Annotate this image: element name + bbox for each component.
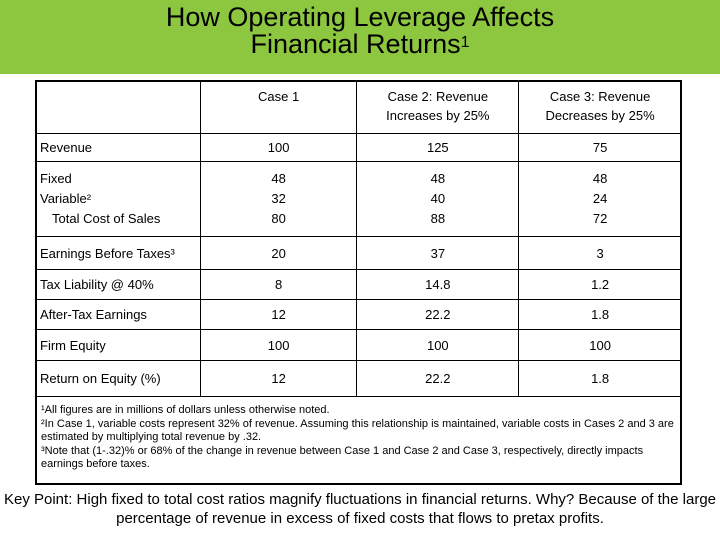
cell-equity-case-2: 100	[357, 330, 519, 361]
title-footnote-marker: 1	[460, 34, 470, 51]
cell-roe-case-2: 22.2	[357, 361, 519, 397]
cell-variable-case-2: 40	[430, 191, 446, 206]
slide-title	[0, 4, 720, 58]
cell-tax-case-2: 14.8	[357, 270, 519, 300]
cell-costs-case-2	[357, 162, 519, 237]
row-label-costs	[36, 162, 201, 237]
header-case-2-line-2: Increases by 25%	[386, 108, 490, 123]
table-row	[36, 270, 682, 300]
table-row	[36, 134, 682, 162]
header-row	[36, 81, 682, 134]
table-row	[36, 330, 682, 361]
cell-ebt-case-3: 3	[519, 237, 682, 270]
cell-fixed-case-3: 48	[592, 171, 608, 186]
cell-equity-case-1: 100	[200, 330, 357, 361]
cell-costs-case-1	[200, 162, 357, 237]
table-row	[36, 300, 682, 330]
cell-after-tax-case-2: 22.2	[357, 300, 519, 330]
label-fixed: Fixed	[40, 171, 72, 186]
cell-variable-case-3: 24	[592, 191, 608, 206]
cell-equity-case-3: 100	[519, 330, 682, 361]
header-empty-cell	[36, 81, 201, 134]
row-label-after-tax: After-Tax Earnings	[36, 300, 201, 330]
row-label-roe: Return on Equity (%)	[36, 361, 201, 397]
title-line-2-text: Financial Returns	[250, 29, 461, 59]
cell-fixed-case-1: 48	[271, 171, 286, 186]
cell-after-tax-case-3: 1.8	[519, 300, 682, 330]
cell-ebt-case-2: 37	[357, 237, 519, 270]
cell-tax-case-1: 8	[200, 270, 357, 300]
table-row	[36, 361, 682, 397]
label-variable: Variable²	[40, 191, 92, 206]
title-line-1: How Operating Leverage Affects	[165, 2, 555, 32]
footnote-2: ²In Case 1, variable costs represent 32% of revenue. Assuming this relationship is maintained, variable costs in Cases 2 and 3 are estimated by multiplying total revenue by .32.	[41, 418, 674, 443]
cell-after-tax-case-1: 12	[200, 300, 357, 330]
cell-revenue-case-2: 125	[357, 134, 519, 162]
key-point-label: Key Point	[3, 491, 69, 508]
row-label-tax: Tax Liability @ 40%	[36, 270, 201, 300]
header-case-3-line-2: Decreases by 25%	[545, 108, 655, 123]
cell-total-case-1: 80	[271, 211, 286, 226]
cell-tax-case-3: 1.2	[519, 270, 682, 300]
row-label-equity: Firm Equity	[36, 330, 201, 361]
row-label-revenue: Revenue	[36, 134, 201, 162]
header-case-1: Case 1	[200, 81, 357, 134]
header-case-3	[519, 81, 682, 134]
cell-costs-case-3	[519, 162, 682, 237]
cell-revenue-case-3: 75	[519, 134, 682, 162]
footnote-3: ³Note that (1-.32)% or 68% of the change in revenue between Case 1 and Case 2 and Case 3, respectively, directly impacts earnings before taxes.	[41, 445, 644, 470]
cell-variable-case-1: 32	[271, 191, 286, 206]
cell-fixed-case-2: 48	[430, 171, 446, 186]
key-point-text: : High fixed to total cost ratios magnify fluctuations in financial returns. Why? Because of the large percentage of revenue in excess of fixed costs that flows to pretax profits.	[68, 491, 717, 527]
row-label-ebt: Earnings Before Taxes³	[36, 237, 201, 270]
cell-revenue-case-1: 100	[200, 134, 357, 162]
cell-total-case-2: 88	[430, 211, 446, 226]
header-case-3-line-1: Case 3: Revenue	[549, 89, 651, 104]
label-total-cost-of-sales: Total Cost of Sales	[52, 211, 161, 226]
title-line-2	[0, 31, 720, 58]
cell-total-case-3: 72	[592, 211, 608, 226]
footnotes	[41, 404, 681, 472]
cell-roe-case-1: 12	[200, 361, 357, 397]
header-case-2	[357, 81, 519, 134]
leverage-table	[35, 80, 682, 397]
table-row	[36, 162, 682, 237]
footnote-1: ¹All figures are in millions of dollars unless otherwise noted.	[41, 404, 330, 416]
key-point	[0, 490, 720, 528]
table-row	[36, 237, 682, 270]
cell-ebt-case-1: 20	[200, 237, 357, 270]
cell-roe-case-3: 1.8	[519, 361, 682, 397]
header-case-2-line-1: Case 2: Revenue	[387, 89, 489, 104]
